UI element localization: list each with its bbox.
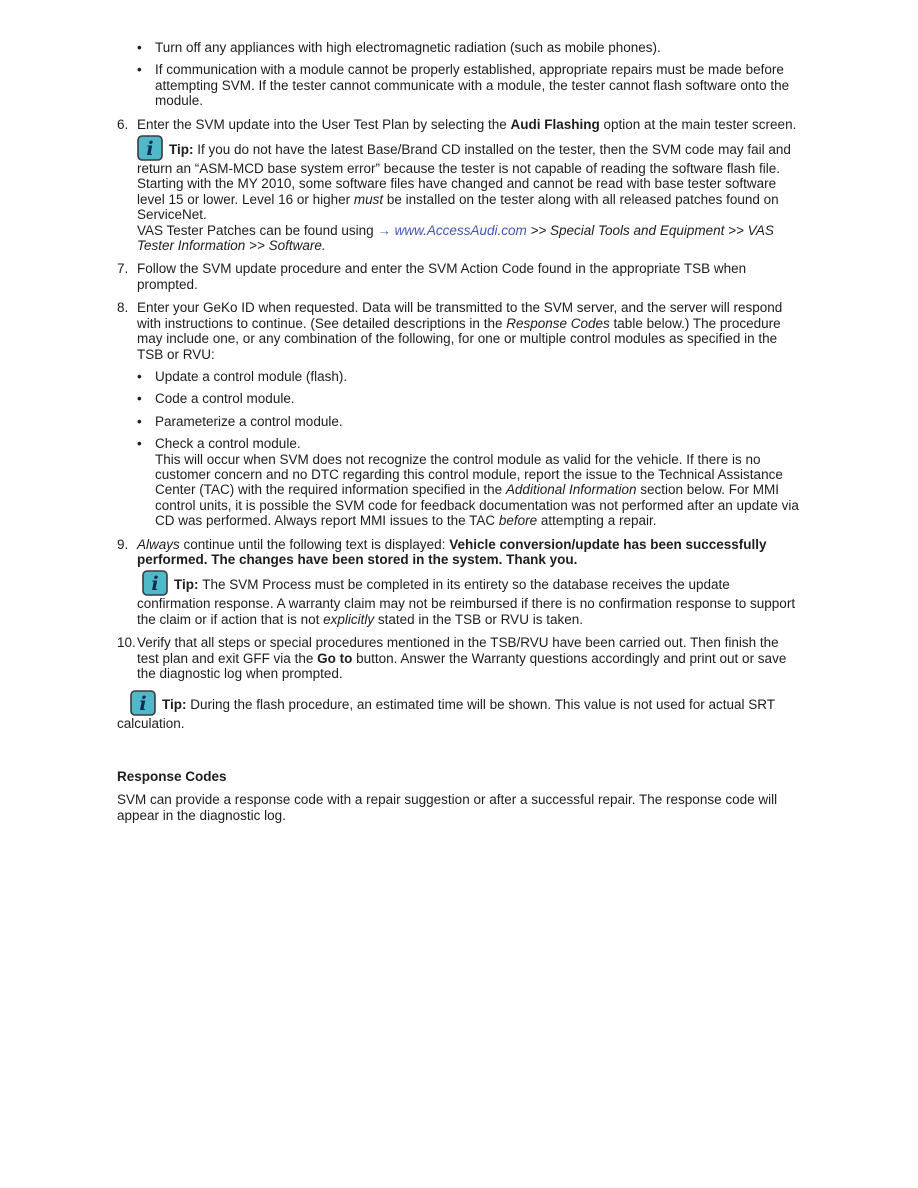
- bullet-glyph: •: [137, 40, 142, 55]
- list-item-text: [155, 40, 801, 55]
- tip-text: [137, 142, 791, 253]
- step-body: [137, 261, 801, 292]
- document-page: [117, 40, 801, 823]
- step-body: [137, 537, 801, 628]
- text-segment: Update a control module (flash).: [155, 368, 348, 384]
- text-segment: If communication with a module cannot be properly established, appropriate repairs must be made before attempting SVM. If the tester cannot communicate with a module, the tester cannot flash software onto the module.: [155, 62, 790, 109]
- text-segment: Tip:: [162, 697, 191, 713]
- text-segment: Turn off any appliances with high electromagnetic radiation (such as mobile phones).: [155, 40, 661, 55]
- step-text: [137, 537, 801, 568]
- text-segment: be installed on the tester along with all released patches found on ServiceNet.: [137, 191, 779, 223]
- list-item-lead: [155, 436, 801, 451]
- text-segment: table below.) The procedure may include one, or any combination of the following, for one or multiple control modules as specified in the TSB or RVU:: [137, 315, 781, 362]
- text-segment: attempting a repair.: [537, 513, 657, 529]
- text-segment: Code a control module.: [155, 391, 295, 407]
- info-icon-glyph: i: [139, 693, 147, 716]
- text-segment: Tip:: [174, 577, 203, 593]
- list-item-text: [155, 369, 801, 384]
- text-segment: stated in the TSB or RVU is taken.: [374, 611, 583, 627]
- step-10: [117, 635, 801, 681]
- procedure-bullet-list: [137, 369, 801, 529]
- list-item: [137, 62, 801, 108]
- list-item: [137, 40, 801, 55]
- list-item-text: [155, 436, 801, 528]
- list-item-text: [155, 62, 801, 108]
- bullet-glyph: •: [137, 391, 142, 407]
- tip-block-1: [137, 135, 801, 253]
- step-7: [117, 261, 801, 292]
- step-number: 6.: [117, 116, 129, 132]
- text-segment: before: [498, 513, 538, 529]
- text-segment: SVM can provide a response code with a repair suggestion or after a successful repair. The response code will appear in the diagnostic log.: [117, 792, 778, 823]
- step-body: [137, 635, 801, 681]
- text-segment: explicitly: [323, 611, 375, 627]
- text-segment: Go to: [317, 650, 353, 666]
- step-body: [137, 117, 801, 254]
- text-segment: Parameterize a control module.: [155, 413, 343, 429]
- info-icon: [130, 690, 156, 716]
- text-segment: Additional Information: [505, 482, 637, 498]
- bullet-glyph: •: [137, 436, 142, 452]
- list-item-text: [155, 414, 801, 429]
- step-text: [137, 117, 801, 132]
- info-icon: [137, 135, 163, 161]
- step-body: [137, 300, 801, 528]
- text-segment: If you do not have the latest Base/Brand CD installed on the tester, then the SVM code may fail and return an “ASM-MCD base system error” because the tester is not capable of reading the software flash file. Starting with the MY 2010, some software files have changed and cannot be read with base tester software level 15 or lower. Level 16 or higher: [137, 142, 791, 207]
- text-segment: >> Special Tools and Equipment >> VAS Tester Information >> Software.: [137, 222, 774, 254]
- text-segment: button. Answer the Warranty questions accordingly and print out or save the diagnostic log when prompted.: [137, 650, 787, 681]
- text-segment: Enter your GeKo ID when requested. Data will be transmitted to the SVM server, and the server will respond with instructions to continue. (See detailed descriptions in the: [137, 300, 783, 331]
- tip-block-2: [137, 570, 801, 627]
- tip-text: [137, 577, 795, 626]
- step-9: [117, 537, 801, 628]
- list-item-detail: [155, 452, 801, 529]
- text-segment: During the flash procedure, an estimated time will be shown. This value is not used for actual SRT calculation.: [117, 697, 775, 732]
- list-item: [137, 436, 801, 528]
- text-segment: Vehicle conversion/update has been successfully performed. The changes have been stored in the system. Thank you.: [137, 536, 767, 567]
- bullet-glyph: •: [137, 62, 142, 78]
- info-icon-glyph: i: [151, 573, 159, 596]
- text-segment: Audi Flashing: [510, 116, 600, 132]
- text-segment: This will occur when SVM does not recognize the control module as valid for the vehicle. If there is no customer concern and no DTC regarding this control module, report the issue to the Technical Assistance Center (TAC) with the required information specified in the: [155, 451, 783, 498]
- text-segment: Enter the SVM update into the User Test Plan by selecting the: [137, 116, 511, 132]
- step-8: [117, 300, 801, 528]
- list-item: [137, 391, 801, 406]
- text-segment: The SVM Process must be completed in its entirety so the database receives the update confirmation response. A warranty claim may not be reimbursed if there is no confirmation response to support the claim or if action that is not: [137, 577, 796, 627]
- step-text: [137, 300, 801, 362]
- bullet-glyph: •: [137, 368, 142, 384]
- text-segment: must: [353, 191, 384, 207]
- info-icon: [142, 570, 168, 596]
- text-segment: VAS Tester Patches can be found using: [137, 222, 378, 238]
- text-segment: Verify that all steps or special procedures mentioned in the TSB/RVU have been carried out. Then finish the test plan and exit GFF via the: [137, 635, 779, 666]
- text-segment: Tip:: [169, 142, 198, 158]
- step-number: 8.: [117, 300, 129, 316]
- info-icon-glyph: i: [146, 138, 154, 161]
- tip-text: [117, 697, 775, 731]
- access-audi-link[interactable]: www.AccessAudi.com: [394, 222, 527, 238]
- step-6: [117, 117, 801, 254]
- step-number: 9.: [117, 536, 129, 552]
- text-segment: →: [377, 222, 395, 238]
- step-text: [137, 635, 801, 681]
- text-segment: Follow the SVM update procedure and enter the SVM Action Code found in the appropriate TSB when prompted.: [137, 261, 747, 292]
- text-segment: section below. For MMI control units, it is possible the SVM code for feedback documentation was not performed after an update via CD was performed. Always report MMI issues to the TAC: [155, 482, 799, 529]
- step-text: [137, 261, 801, 292]
- bullet-glyph: •: [137, 413, 142, 429]
- text-segment: Always: [137, 536, 180, 552]
- section-heading-response-codes: Response Codes: [117, 768, 227, 784]
- list-item: [137, 369, 801, 384]
- list-item-text: [155, 391, 801, 406]
- precaution-bullet-list: [137, 40, 801, 109]
- list-item: [137, 414, 801, 429]
- text-segment: Response Codes: [506, 315, 610, 331]
- section-paragraph: [117, 792, 801, 823]
- step-number: 7.: [117, 261, 129, 277]
- text-segment: continue until the following text is displayed:: [179, 536, 450, 552]
- text-segment: Check a control module.: [155, 436, 301, 452]
- tip-block-3: [117, 690, 801, 731]
- step-number: 10.: [117, 635, 136, 651]
- text-segment: option at the main tester screen.: [599, 116, 797, 132]
